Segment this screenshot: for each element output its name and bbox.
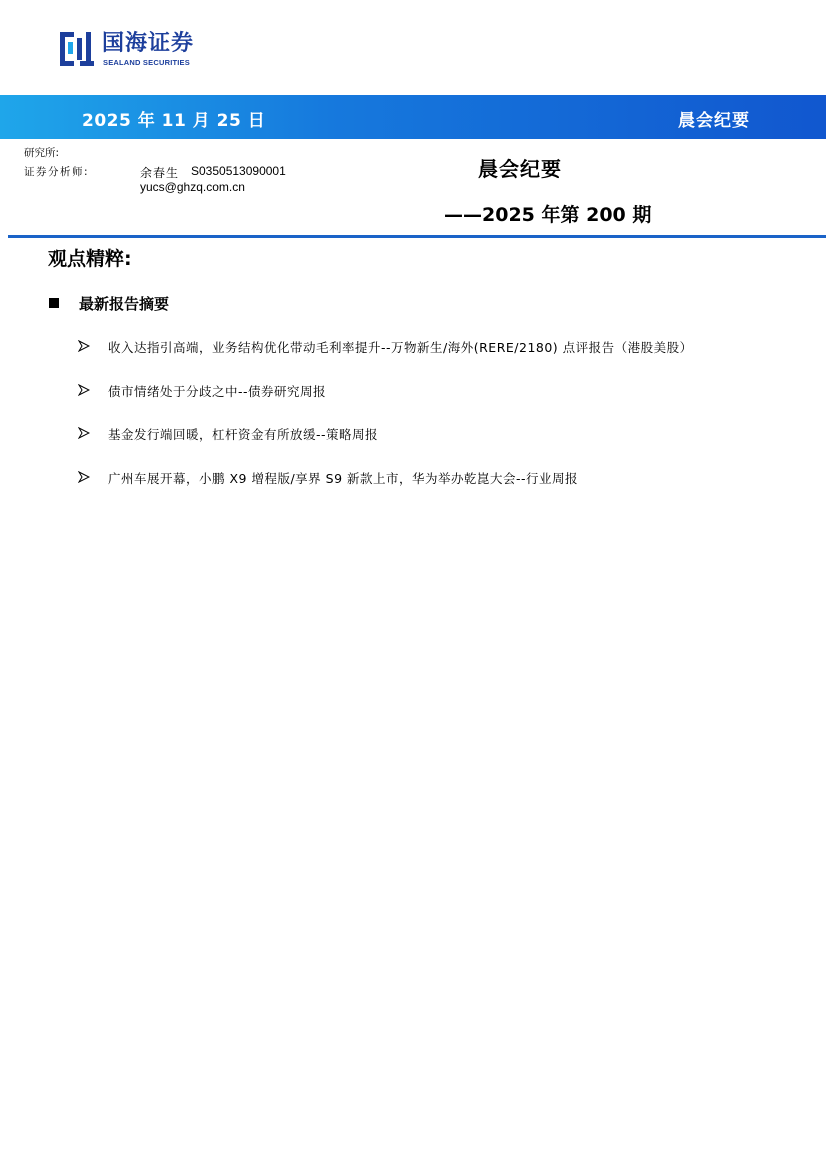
- report-date: 2025 年 11 月 25 日: [82, 111, 266, 131]
- analyst-email: yucs@ghzq.com.cn: [140, 180, 245, 194]
- arrow-bullet-icon: [78, 340, 90, 352]
- institute-label: 研究所:: [24, 147, 60, 159]
- list-item: [78, 469, 818, 513]
- subsection-title: 最新报告摘要: [79, 295, 170, 313]
- section-title: 观点精粹:: [48, 248, 132, 270]
- document-subtitle: ——2025 年第 200 期: [444, 204, 652, 226]
- list-item: [78, 425, 818, 469]
- logo-chinese-name: 国海证券: [102, 31, 195, 56]
- list-item-text: 收入达指引高端，业务结构优化带动毛利率提升--万物新生/海外(RERE/2180) 点评报告（港股美股）: [108, 340, 693, 355]
- company-logo: [58, 30, 258, 70]
- sealand-logo-icon: [58, 30, 96, 68]
- document-title: 晨会纪要: [478, 157, 562, 181]
- square-bullet-icon: [49, 298, 59, 308]
- list-item-text: 广州车展开幕，小鹏 X9 增程版/享界 S9 新款上市，华为举办乾崑大会--行业周报: [108, 470, 579, 486]
- list-item-text: 债市情绪处于分歧之中--债券研究周报: [108, 383, 327, 399]
- list-item: [78, 382, 818, 426]
- report-type: 晨会纪要: [678, 111, 750, 131]
- arrow-bullet-icon: [78, 471, 90, 483]
- arrow-bullet-icon: [78, 384, 90, 396]
- analyst-name: 余春生: [140, 166, 180, 180]
- header-divider: [8, 235, 826, 238]
- logo-english-name: SEALAND SECURITIES: [103, 58, 190, 67]
- report-summary-list: [78, 338, 818, 512]
- analyst-certificate: S0350513090001: [191, 164, 286, 178]
- header-banner: [0, 95, 826, 139]
- list-item: [78, 338, 818, 382]
- analyst-label: 证券分析师:: [24, 166, 90, 178]
- arrow-bullet-icon: [78, 427, 90, 439]
- list-item-text: 基金发行端回暖，杠杆资金有所放缓--策略周报: [108, 427, 379, 442]
